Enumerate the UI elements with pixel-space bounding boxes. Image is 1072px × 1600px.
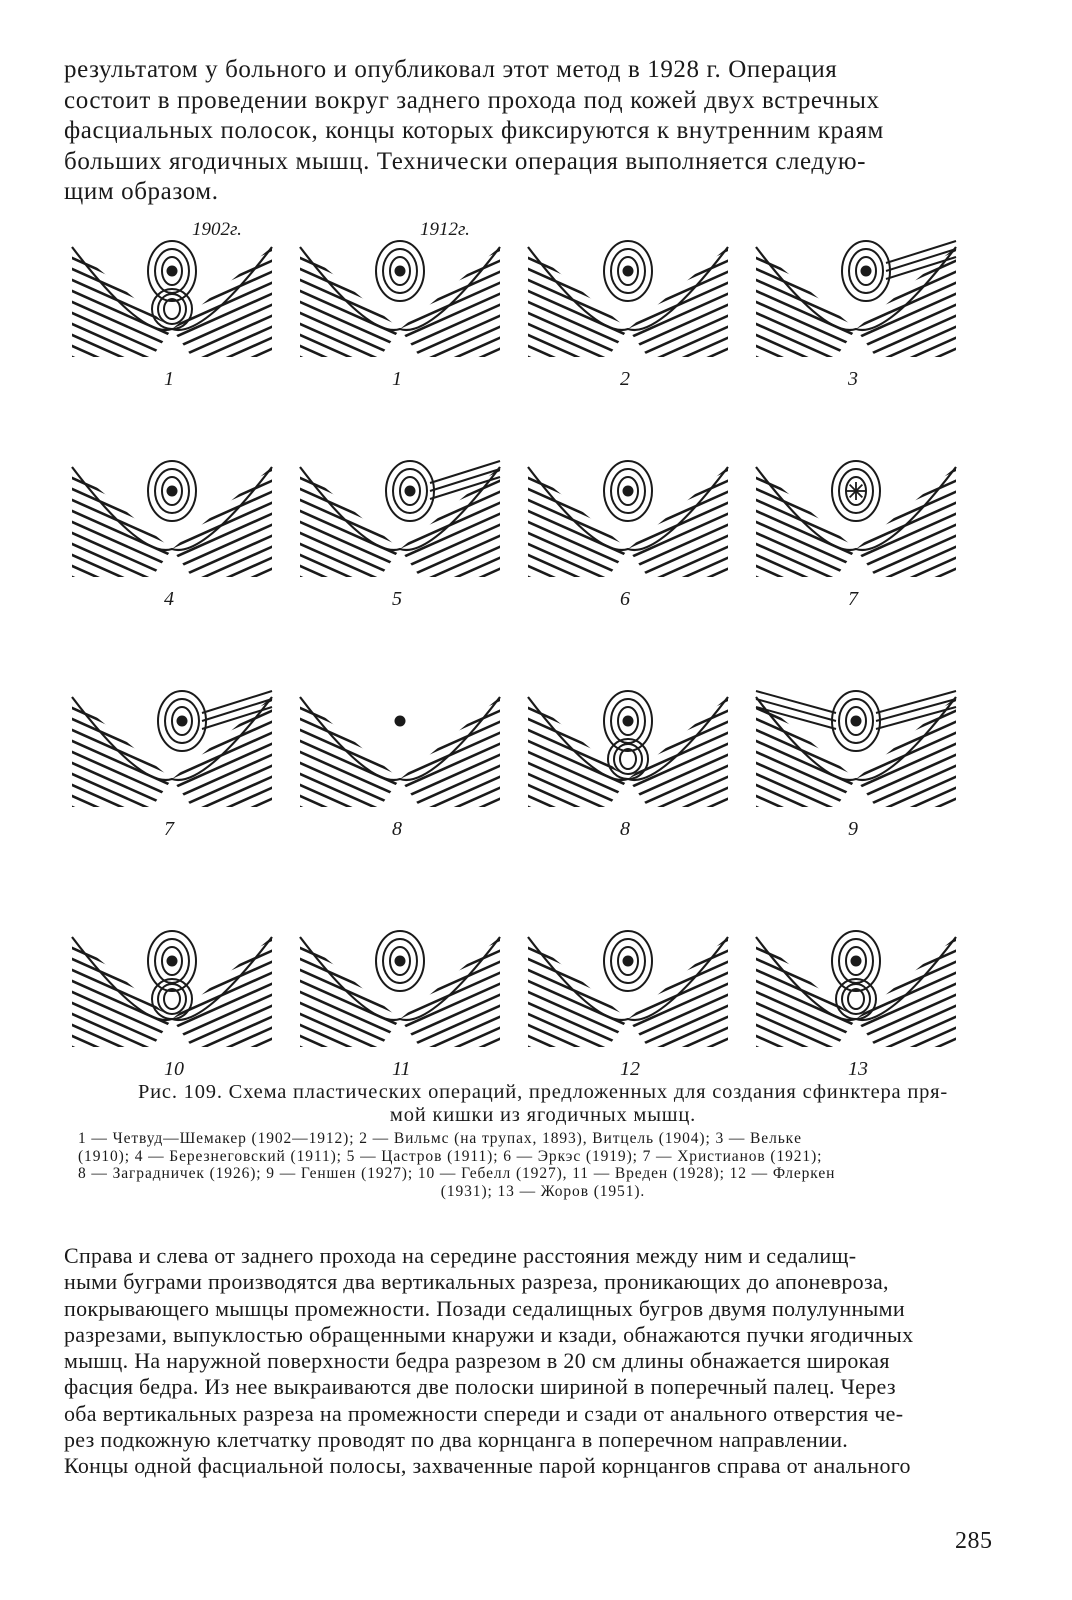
diagram-year-label: 1912г. bbox=[420, 219, 470, 240]
intro-line: результатом у больного и опубликовал этот метод в 1928 г. Операция bbox=[64, 56, 838, 83]
diagram-label: 8 bbox=[392, 818, 402, 840]
diagram-label: 4 bbox=[164, 588, 174, 610]
operation-diagram bbox=[66, 429, 312, 1024]
operation-diagram bbox=[508, 205, 768, 794]
body-line: ными буграми производятся два вертикальных разреза, проникающих до апоневроза, bbox=[64, 1269, 889, 1295]
diagram-label: 5 bbox=[392, 588, 402, 610]
body-line: фасция бедра. Из нее выкраиваются две полоски шириной в поперечный палец. Через bbox=[64, 1374, 896, 1400]
body-line: разрезами, выпуклостью обращенными кнаружи и кзади, обнажаются пучки ягодичных bbox=[64, 1321, 914, 1347]
figure-caption-legend bbox=[78, 1130, 1008, 1200]
caption-legend-line: 8 — Заградничек (1926); 9 — Геншен (1927); 10 — Гебелл (1927), 11 — Вреден (1928); 12 — Флеркен bbox=[78, 1165, 836, 1182]
diagram-label: 9 bbox=[848, 818, 858, 840]
page-number: 285 bbox=[955, 1528, 993, 1554]
body-line: мышц. На наружной поверхности бедра разрезом в 20 см длины обнажается широкая bbox=[64, 1348, 890, 1374]
operation-diagram bbox=[280, 205, 540, 794]
diagram-label: 2 bbox=[620, 368, 630, 390]
body-line: оба вертикальных разреза на промежности спереди и сзади от анального отверстия че- bbox=[64, 1400, 904, 1426]
intro-paragraph bbox=[64, 55, 1004, 208]
diagram-label: 6 bbox=[620, 588, 630, 610]
intro-line: фасциальных полосок, концы которых фиксируются к внутренним краям bbox=[64, 117, 884, 144]
diagram-label: 7 bbox=[164, 818, 174, 840]
caption-title-line: Рис. 109. Схема пластических операций, предложенных для создания сфинктера пря- bbox=[137, 1081, 949, 1103]
diagram-label: 8 bbox=[620, 818, 630, 840]
caption-legend-line: (1910); 4 — Березнеговский (1911); 5 — Цастров (1911); 6 — Эркэс (1919); 7 — Христианов (1921); bbox=[78, 1147, 823, 1165]
diagram-label: 10 bbox=[164, 1058, 184, 1075]
diagram-year-label: 1902г. bbox=[192, 219, 242, 240]
figure-caption-title bbox=[78, 1081, 1008, 1127]
body-line: Концы одной фасциальной полосы, захваченные парой корнцангов справа от анального bbox=[64, 1453, 911, 1479]
intro-line: больших ягодичных мышц. Технически операция выполняется следую- bbox=[64, 147, 867, 175]
figure-svg bbox=[66, 205, 1006, 1075]
diagram-label: 1 bbox=[164, 368, 174, 390]
body-line: покрывающего мышцы промежности. Позади седалищных бугров двумя полулунными bbox=[64, 1295, 905, 1321]
caption-title-line: мой кишки из ягодичных мышц. bbox=[389, 1104, 697, 1126]
operation-diagram bbox=[280, 669, 540, 1075]
diagram-label: 7 bbox=[848, 588, 858, 610]
operation-diagram bbox=[66, 205, 312, 574]
body-paragraph bbox=[64, 1243, 1004, 1480]
diagram-label: 13 bbox=[848, 1058, 868, 1075]
caption-legend-line: 1 — Четвуд—Шемакер (1902—1912); 2 — Вильмс (на трупах, 1893), Витцель (1904); 3 — Велькe bbox=[78, 1130, 802, 1147]
diagram-label: 1 bbox=[392, 368, 402, 390]
caption-legend-line: (1931); 13 — Жоров (1951). bbox=[440, 1182, 646, 1200]
diagram-label: 3 bbox=[848, 368, 858, 390]
body-line: рез подкожную клетчатку проводят по два корнцанга в поперечном направлении. bbox=[64, 1427, 849, 1453]
diagram-label: 11 bbox=[392, 1058, 411, 1075]
operation-diagram bbox=[508, 669, 768, 1075]
body-line: Справа и слева от заднего прохода на середине расстояния между ним и седалищ- bbox=[64, 1243, 857, 1268]
intro-line: состоит в проведении вокруг заднего прохода под кожей двух встречных bbox=[64, 86, 880, 114]
figure-109-diagram-grid bbox=[66, 205, 1006, 1075]
diagram-label: 12 bbox=[620, 1058, 640, 1075]
operation-diagram bbox=[736, 669, 996, 1075]
intro-line: щим образом. bbox=[64, 178, 219, 205]
